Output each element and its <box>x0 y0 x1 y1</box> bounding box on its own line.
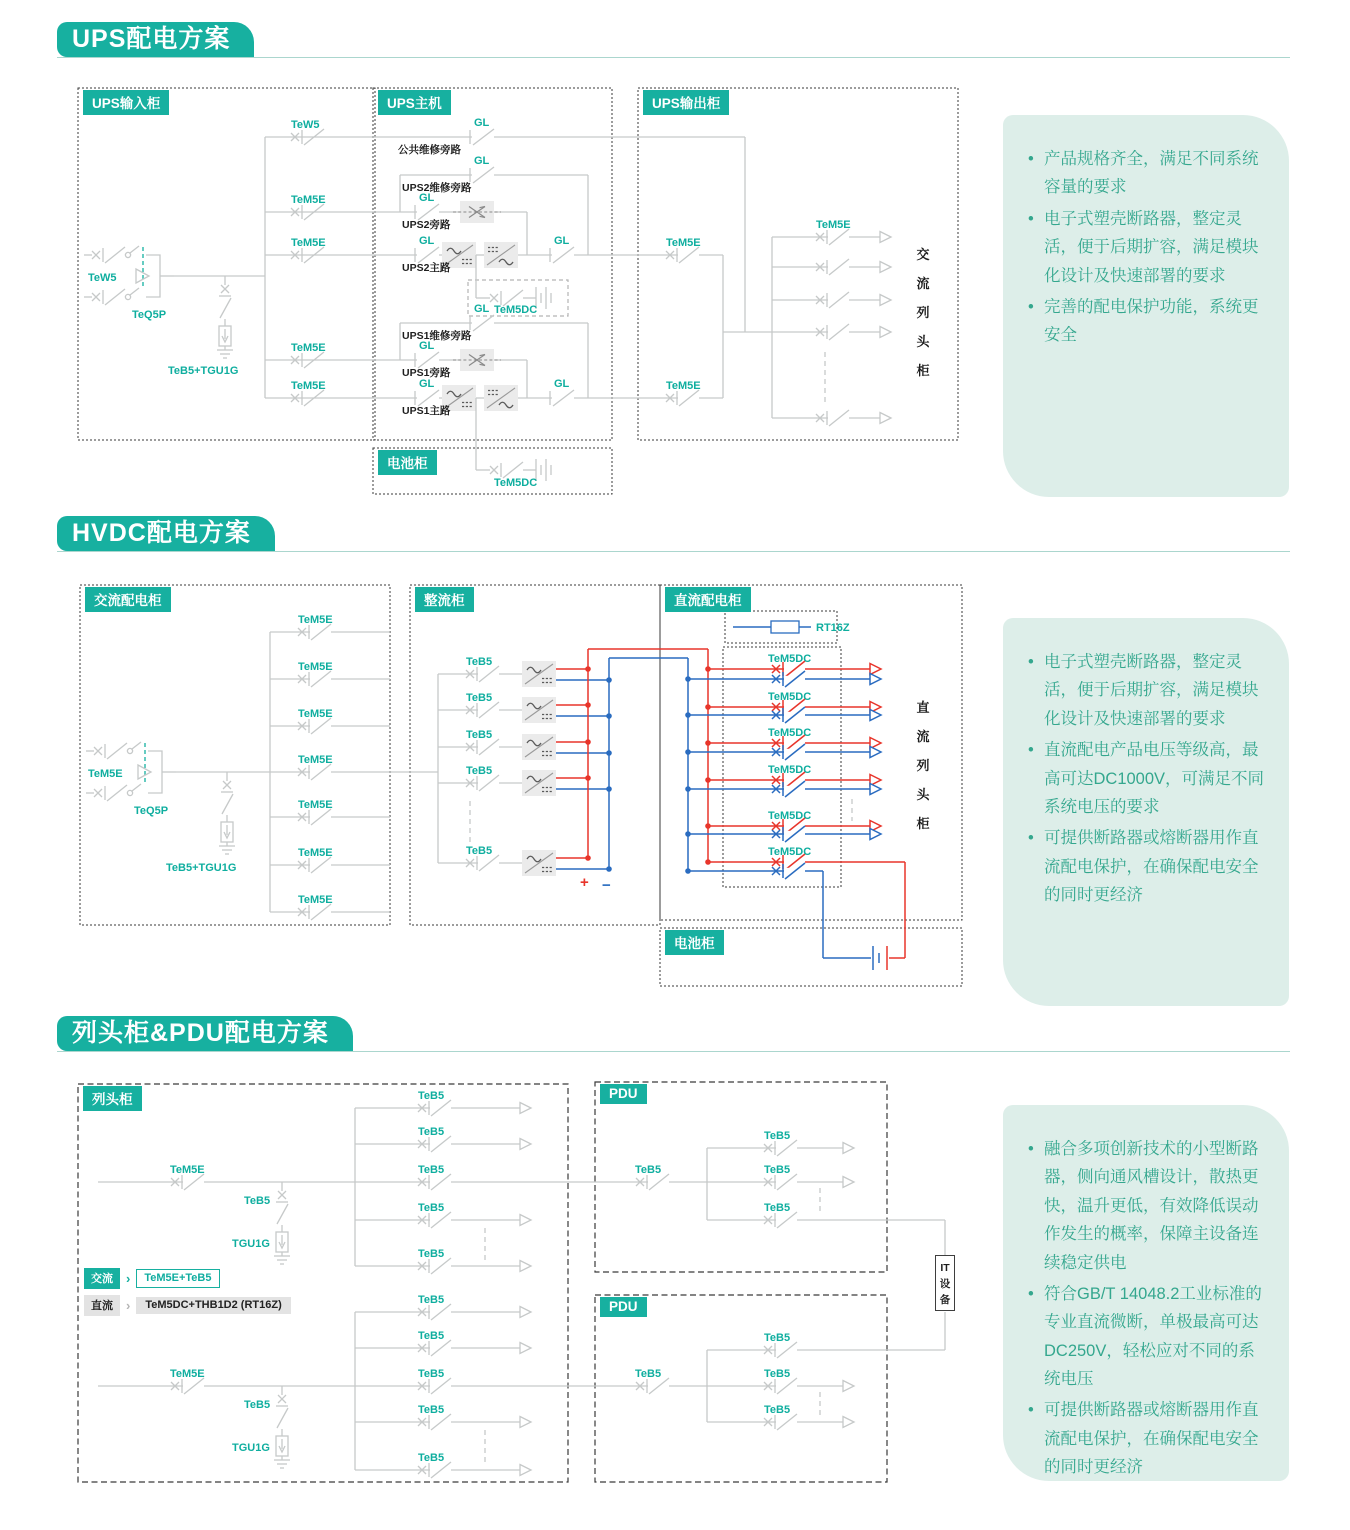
device-label: TeM5E <box>298 614 333 626</box>
path-label: 公共维修旁路 <box>398 144 461 156</box>
section-rule <box>57 57 1290 58</box>
cabinet-chip: 交流配电柜 <box>85 587 171 612</box>
dc-plus-label: + <box>580 874 589 891</box>
chevron-right-icon: › <box>126 1298 131 1313</box>
device-label: TeW5 <box>291 119 320 131</box>
feature-item: • 电子式塑壳断路器，整定灵活，便于后期扩容，满足模块化设计及快速部署的要求 <box>1027 648 1265 733</box>
hvdc-diagram-svg <box>70 575 970 1015</box>
cabinet-chip: PDU <box>600 1084 647 1104</box>
feature-item: • 完善的配电保护功能，系统更安全 <box>1027 293 1265 350</box>
device-label: TeB5 <box>764 1404 791 1416</box>
device-label: TeB5 <box>418 1164 445 1176</box>
device-label: TeB5 <box>466 656 493 668</box>
device-label: TeM5DC <box>768 810 812 822</box>
device-label: TeB5+TGU1G <box>168 365 239 377</box>
device-label: GL <box>474 117 490 129</box>
device-label: TeM5DC <box>494 304 538 316</box>
ups-input-cabinet-group <box>84 119 326 406</box>
device-label: TeM5E <box>816 219 851 231</box>
ups-output-cabinet-group <box>666 219 891 426</box>
rectifier-cabinet-group <box>438 649 708 894</box>
device-label: TeB5 <box>764 1164 791 1176</box>
legend-ac-tag: 交流 <box>84 1268 120 1289</box>
feature-item: • 产品规格齐全，满足不同系统容量的要求 <box>1027 145 1265 202</box>
feature-item: • 融合多项创新技术的小型断路器，侧向通风槽设计，散热更快，温升更低，有效降低误动作发生的概率，保障主设备连续稳定供电 <box>1027 1135 1265 1277</box>
chevron-right-icon: › <box>126 1271 131 1286</box>
device-label: TeM5E <box>291 237 326 249</box>
device-label: TeM5E <box>170 1368 205 1380</box>
cabinet-chip: UPS输出柜 <box>643 90 729 115</box>
device-label: TeM5E <box>666 237 701 249</box>
device-label: GL <box>474 303 490 315</box>
device-label: TeM5DC <box>494 477 538 489</box>
ac-cabinet-group <box>86 614 438 920</box>
pdu-top-group <box>635 1130 945 1255</box>
device-label: TeM5E <box>88 768 123 780</box>
device-label: TGU1G <box>232 1442 270 1454</box>
ups-feature-list <box>1027 145 1265 350</box>
device-label: TeB5 <box>635 1368 662 1380</box>
legend-dc-tag: 直流 <box>84 1295 120 1316</box>
device-label: TeB5 <box>244 1195 271 1207</box>
device-label: TeB5 <box>764 1368 791 1380</box>
device-label: TeM5E <box>170 1164 205 1176</box>
device-label: GL <box>474 155 490 167</box>
section-title-pdu: 列头柜&PDU配电方案 <box>57 1016 353 1051</box>
device-label: TeB5 <box>466 765 493 777</box>
device-label: TeM5E <box>298 847 333 859</box>
legend-ac-row <box>84 1268 291 1289</box>
device-label: GL <box>419 192 435 204</box>
path-label: UPS1主路 <box>402 405 451 417</box>
device-label: TeQ5P <box>132 309 167 321</box>
cabinet-chip: UPS输入柜 <box>83 90 169 115</box>
device-label: TeM5E <box>298 754 333 766</box>
row-cabinet-upper-group <box>98 1090 707 1274</box>
device-label: TeB5 <box>418 1368 445 1380</box>
legend-ac-value: TeM5E+TeB5 <box>136 1269 219 1288</box>
ups-feature-panel <box>1003 115 1289 497</box>
feature-item: • 可提供断路器或熔断器用作直流配电保护，在确保配电安全的同时更经济 <box>1027 824 1265 909</box>
hvdc-diagram <box>70 575 970 1015</box>
ups-battery-group <box>476 398 551 489</box>
hvdc-battery-group <box>823 946 905 970</box>
feature-item: • 可提供断路器或熔断器用作直流配电保护，在确保配电安全的同时更经济 <box>1027 1396 1265 1481</box>
device-label: TeM5DC <box>768 846 812 858</box>
device-label: RT16Z <box>816 622 850 634</box>
device-label: GL <box>419 340 435 352</box>
hvdc-feature-list <box>1027 648 1265 909</box>
device-label: TeM5E <box>291 342 326 354</box>
device-label: GL <box>554 378 570 390</box>
it-load-box: IT设备 <box>935 1255 955 1311</box>
device-label: TeM5E <box>298 661 333 673</box>
device-label: GL <box>554 235 570 247</box>
device-label: TeM5E <box>298 799 333 811</box>
feature-item: • 直流配电产品电压等级高，最高可达DC1000V，可满足不同系统电压的要求 <box>1027 736 1265 821</box>
device-label: TeB5 <box>418 1126 445 1138</box>
device-label: TeW5 <box>88 272 117 284</box>
ups-input-cabinet-box <box>78 88 375 440</box>
device-label: TeB5 <box>418 1090 445 1102</box>
cabinet-chip: 列头柜 <box>83 1086 142 1111</box>
cabinet-chip: PDU <box>600 1297 647 1317</box>
device-label: TeB5 <box>418 1452 445 1464</box>
device-label: TeB5 <box>466 729 493 741</box>
device-label: TeB5+TGU1G <box>166 862 237 874</box>
legend-dc-row <box>84 1295 291 1316</box>
pdu-diagram <box>70 1070 990 1520</box>
section-rule <box>57 551 1290 552</box>
device-label: TeM5DC <box>768 727 812 739</box>
device-label: TeM5E <box>298 708 333 720</box>
device-label: TeB5 <box>466 692 493 704</box>
pdu-bottom-group <box>635 1312 945 1430</box>
path-label: UPS2维修旁路 <box>402 182 472 194</box>
ups-diagram-svg <box>70 80 970 510</box>
device-label: TeM5E <box>291 380 326 392</box>
device-label: TeM5DC <box>768 653 812 665</box>
device-label: TeB5 <box>635 1164 662 1176</box>
cabinet-chip: 电池柜 <box>665 930 724 955</box>
device-label: TeB5 <box>418 1202 445 1214</box>
cabinet-chip: 直流配电柜 <box>665 587 751 612</box>
ac-cabinet-box <box>80 585 390 925</box>
section-rule <box>57 1051 1290 1052</box>
device-label: TeM5DC <box>768 691 812 703</box>
pdu-feature-list <box>1027 1135 1265 1482</box>
path-label: UPS1旁路 <box>402 367 451 379</box>
device-label: TeB5 <box>418 1294 445 1306</box>
cabinet-chip: UPS主机 <box>378 90 451 115</box>
device-label: TeB5 <box>764 1202 791 1214</box>
cabinet-chip: 电池柜 <box>378 450 437 475</box>
device-label: TeM5E <box>298 894 333 906</box>
feature-item: • 符合GB/T 14048.2工业标准的专业直流微断，单极最高可达DC250V，轻松应对不同的系统电压 <box>1027 1280 1265 1394</box>
section-title-hvdc: HVDC配电方案 <box>57 516 275 551</box>
dc-cabinet-group <box>685 611 905 958</box>
cabinet-chip: 整流柜 <box>415 587 474 612</box>
hvdc-feature-panel <box>1003 618 1289 1006</box>
path-label: UPS2主路 <box>402 262 451 274</box>
device-label: GL <box>419 378 435 390</box>
device-label: TeB5 <box>764 1130 791 1142</box>
device-label: TeB5 <box>418 1404 445 1416</box>
section-title-ups: UPS配电方案 <box>57 22 254 57</box>
device-label: TeQ5P <box>134 805 169 817</box>
path-label: UPS2旁路 <box>402 219 451 231</box>
device-label: TeB5 <box>418 1248 445 1260</box>
feature-item: • 电子式塑壳断路器，整定灵活，便于后期扩容，满足模块化设计及快速部署的要求 <box>1027 205 1265 290</box>
dc-row-cabinet-label: 直流列头柜 <box>916 700 930 831</box>
ups-diagram <box>70 80 970 510</box>
legend-dc-value: TeM5DC+THB1D2 (RT16Z) <box>136 1297 290 1314</box>
pdu-feature-panel <box>1003 1105 1289 1481</box>
device-label: TeM5DC <box>768 764 812 776</box>
device-label: GL <box>419 235 435 247</box>
device-label: TeM5E <box>666 380 701 392</box>
legend <box>84 1268 291 1322</box>
device-label: TeB5 <box>466 845 493 857</box>
ups-host-group <box>265 117 745 417</box>
dc-minus-label: − <box>602 877 611 894</box>
ac-row-cabinet-label: 交流列头柜 <box>916 247 930 378</box>
device-label: TeB5 <box>418 1330 445 1342</box>
path-label: UPS1维修旁路 <box>402 330 472 342</box>
device-label: TeB5 <box>764 1332 791 1344</box>
device-label: TGU1G <box>232 1238 270 1250</box>
device-label: TeM5E <box>291 194 326 206</box>
device-label: TeB5 <box>244 1399 271 1411</box>
